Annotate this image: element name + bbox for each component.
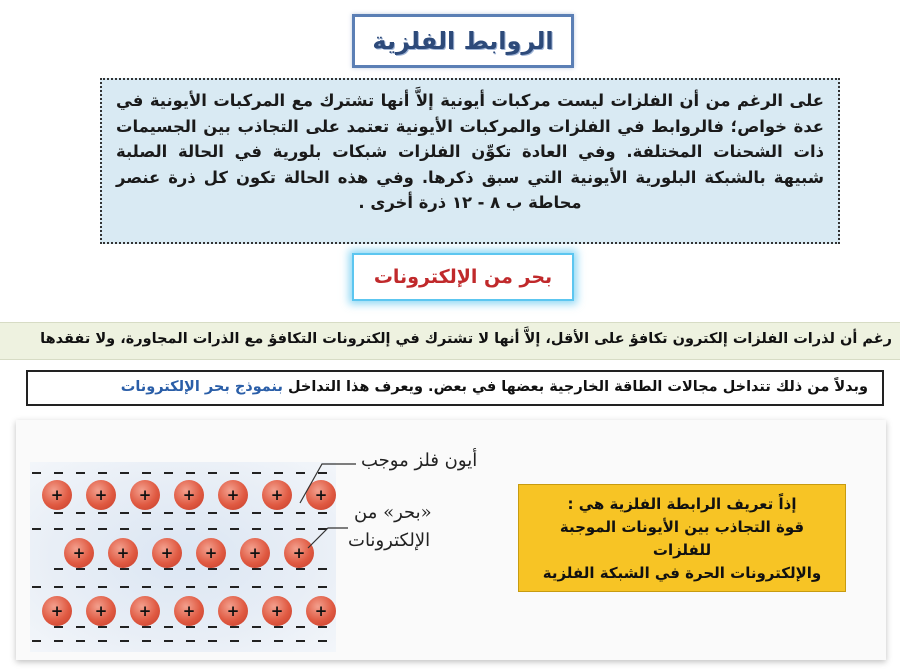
positive-ion: + bbox=[306, 596, 336, 626]
positive-ion: + bbox=[108, 538, 138, 568]
positive-ion: + bbox=[86, 596, 116, 626]
strip-text: رغم أن لذرات الفلزات إلكترون تكافؤ على الأقل، إلاَّ أنها لا تشترك في إلكترونات التكافؤ مع الذرات المجاورة، ولا تفقدها bbox=[40, 331, 892, 347]
intro-line: الجسيمات ذات الشحنات المختلفة. وفي العادة تكوِّن الفلزات شبكات بلورية في الحالة bbox=[116, 116, 824, 162]
positive-ion: + bbox=[64, 538, 94, 568]
definition-line: إذاً تعريف الرابطة الفلزية هي : bbox=[567, 495, 797, 513]
intro-line: على الرغم من أن الفلزات ليست مركبات أيونية إلاَّ أنها تشترك مع المركبات الأيونية bbox=[149, 91, 824, 110]
intro-line: في عدة خواص؛ فالروابط في الفلزات والمركبات الأيونية تعتمد على التجاذب بين bbox=[116, 91, 824, 136]
positive-ion: + bbox=[218, 480, 248, 510]
page-title: الروابط الفلزية bbox=[372, 27, 554, 55]
info-strip bbox=[0, 322, 900, 360]
definition-box bbox=[518, 484, 846, 592]
sentence-box bbox=[26, 370, 884, 406]
positive-ion: + bbox=[174, 480, 204, 510]
label-positive-ion: أيون فلز موجب bbox=[361, 450, 478, 471]
intro-box bbox=[100, 78, 840, 244]
intro-line: الصلبة شبيهة بالشبكة البلورية الأيونية التي سبق ذكرها. وفي هذه الحالة تكون كل ذرة bbox=[116, 142, 824, 187]
sentence-highlight: بنموذج بحر الإلكترونات bbox=[120, 379, 283, 395]
positive-ion: + bbox=[196, 538, 226, 568]
sentence-main: وبدلاً من ذلك تتداخل مجالات الطاقة الخارجية بعضها في بعض. ويعرف هذا التداخل bbox=[282, 379, 868, 395]
positive-ion: + bbox=[130, 480, 160, 510]
positive-ion: + bbox=[240, 538, 270, 568]
positive-ion: + bbox=[306, 480, 336, 510]
subtitle-box bbox=[352, 253, 574, 301]
positive-ion: + bbox=[218, 596, 248, 626]
intro-line: عنصر محاطة ب ٨ - ١٢ ذرة أخرى . bbox=[116, 167, 582, 213]
section-subtitle: بحر من الإلكترونات bbox=[373, 266, 553, 288]
title-box bbox=[352, 14, 574, 68]
positive-ion: + bbox=[174, 596, 204, 626]
intro-paragraph bbox=[116, 88, 824, 216]
positive-ion: + bbox=[152, 538, 182, 568]
definition-line: قوة التجاذب بين الأيونات الموجبة للفلزات bbox=[559, 518, 805, 559]
definition-line: والإلكترونات الحرة في الشبكة الفلزية bbox=[542, 564, 822, 582]
positive-ion: + bbox=[284, 538, 314, 568]
sentence-text bbox=[121, 379, 868, 395]
label-electron-sea-1: «بحر» من bbox=[354, 502, 432, 523]
positive-ion: + bbox=[262, 596, 292, 626]
figure-panel bbox=[16, 420, 886, 660]
leader-line-ion bbox=[300, 464, 356, 503]
positive-ion: + bbox=[42, 480, 72, 510]
label-electron-sea-2: الإلكترونات bbox=[348, 530, 431, 551]
leader-line-sea bbox=[308, 528, 348, 548]
positive-ion: + bbox=[130, 596, 160, 626]
positive-ion: + bbox=[42, 596, 72, 626]
positive-ion: + bbox=[86, 480, 116, 510]
positive-ion: + bbox=[262, 480, 292, 510]
